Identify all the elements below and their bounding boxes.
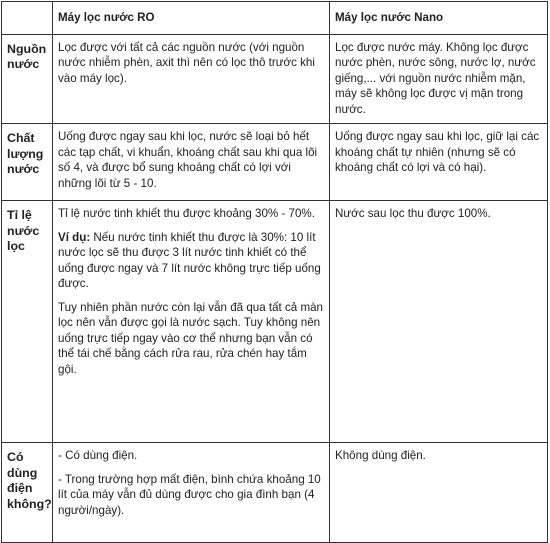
row-label-ti-le: Tỉ lệ nước lọc: [2, 201, 53, 443]
header-corner: [2, 2, 53, 35]
cell-ro-chat-luong: Uống được ngay sau khi lọc, nước sẽ loại bỏ hết các tạp chất, vi khuẩn, khoáng chất sau khi qua lõi số 4, và được bổ sung khoáng chất có lợi với những lõi từ 5 - 10.: [53, 124, 330, 201]
table-row: [2, 443, 548, 543]
table-row: [2, 201, 548, 443]
header-row: [2, 2, 548, 35]
ro-ti-le-paragraph-2: [58, 230, 324, 292]
row-label-nguon-nuoc: Nguồn nước: [2, 34, 53, 124]
example-text: Nếu nước tinh khiết thu được là 30%: 10 lít nước lọc sẽ thu được 3 lít nước tinh khiết có thể uống được ngay và 7 lít nước không trực tiếp uống được.: [58, 230, 321, 290]
row-label-chat-luong: Chất lượng nước: [2, 124, 53, 201]
cell-ro-dung-dien: [53, 443, 330, 543]
table-row: [2, 124, 548, 201]
comparison-table: [1, 1, 548, 543]
table-row: [2, 34, 548, 124]
cell-nano-chat-luong: Uống được ngay sau khi lọc, giữ lại các khoáng chất tự nhiên (nhưng sẽ có khoáng chất có lợi và có hại).: [330, 124, 548, 201]
ro-dung-dien-paragraph-2: - Trong trường hợp mất điện, bình chứa khoảng 10 lít của máy vẫn đủ dùng được cho gia đình bạn (4 người/ngày).: [58, 472, 321, 517]
cell-nano-nguon-nuoc: Lọc được nước máy. Không lọc được nước phèn, nước sông, nước lợ, nước giếng,... với nguồn nước nhiễm mặn, máy sẽ không lọc được vị mặn trong nước.: [330, 34, 548, 124]
cell-ro-ti-le: [53, 201, 330, 443]
example-lead: Ví dụ:: [58, 230, 91, 244]
cell-nano-ti-le: Nước sau lọc thu được 100%.: [330, 201, 548, 443]
cell-ro-nguon-nuoc: Lọc được với tất cả các nguồn nước (với nguồn nước nhiễm phèn, axit thì nên có lọc thô trước khi vào máy lọc).: [53, 34, 330, 124]
header-ro: Máy lọc nước RO: [53, 2, 330, 35]
row-label-dung-dien: Có dùng điện không?: [2, 443, 53, 543]
cell-nano-dung-dien: Không dùng điện.: [330, 443, 548, 543]
header-nano: Máy lọc nước Nano: [330, 2, 548, 35]
ro-ti-le-paragraph-1: Tỉ lệ nước tinh khiết thu được khoảng 30% - 70%.: [58, 207, 315, 220]
ro-ti-le-paragraph-3: Tuy nhiên phần nước còn lại vẫn đã qua tất cả màn lọc nên vẫn được gọi là nước sạch. Tuy không nên uống trực tiếp ngay vào cơ thể nhưng bạn vẫn có thể tái chế bằng cách rửa rau, rửa chén hay tắm gội.: [58, 300, 324, 376]
ro-dung-dien-paragraph-1: - Có dùng điện.: [58, 449, 138, 462]
